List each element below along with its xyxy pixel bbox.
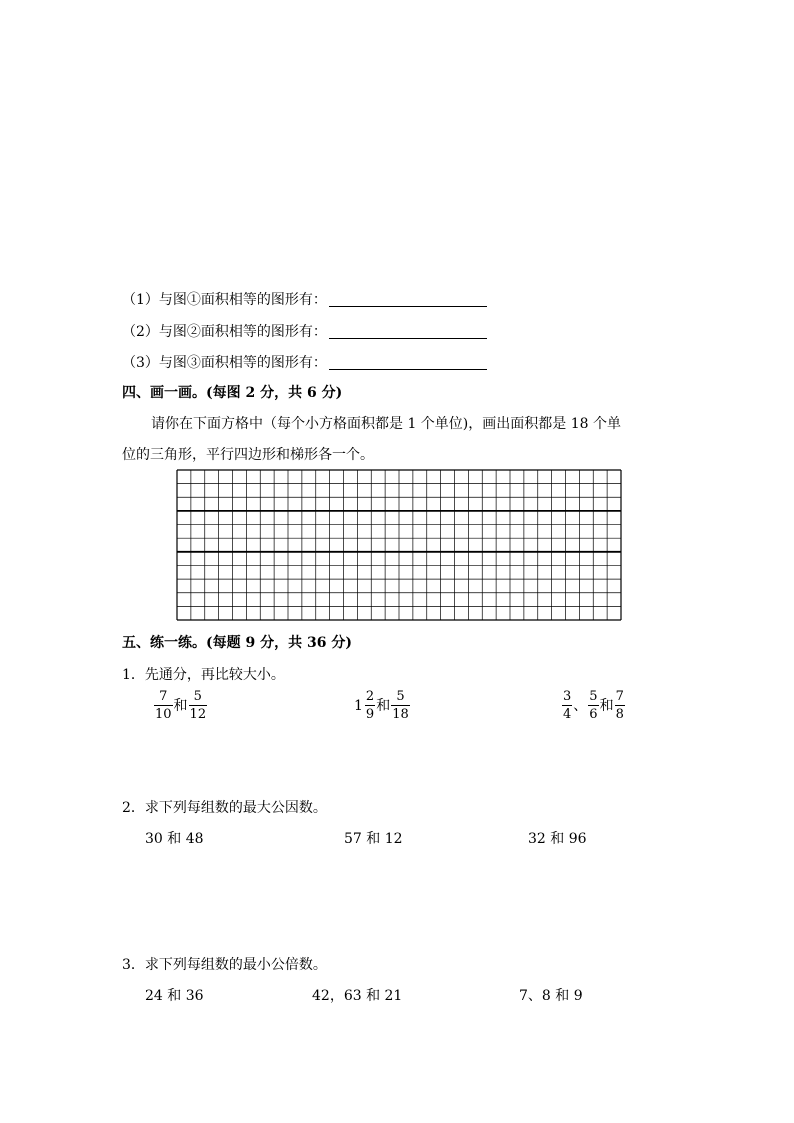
question-1-line	[122, 292, 487, 307]
section-4-instruction-line1: 请你在下面方格中（每个小方格面积都是 1 个单位)，画出面积都是 18 个单	[151, 416, 621, 432]
section-4-instruction-line2: 位的三角形，平行四边形和梯形各一个。	[122, 447, 374, 463]
exercise-2-item-1: 30 和 48	[145, 831, 204, 847]
question-3-text: （3）与图③面积相等的图形有：	[122, 355, 327, 371]
fraction: $\frac{7}{8}$	[615, 689, 624, 722]
exercise-3-item-3: 7、8 和 9	[519, 988, 583, 1004]
exercise-2-item-3: 32 和 96	[528, 831, 587, 847]
exercise-1-title: 1．先通分，再比较大小。	[122, 667, 285, 683]
section-5-heading: 五、练一练。(每题 9 分，共 36 分)	[122, 635, 352, 651]
answer-blank-3[interactable]	[329, 355, 487, 370]
fraction: $\frac{3}{4}$	[563, 689, 572, 722]
fraction: $\frac{2}{9}$	[365, 689, 375, 722]
fraction: $\frac{5}{18}$	[392, 689, 409, 722]
answer-blank-1[interactable]	[329, 292, 487, 307]
exercise-2-title: 2．求下列每组数的最大公因数。	[122, 800, 327, 816]
exercise-3-item-2: 42，63 和 21	[312, 988, 403, 1004]
fraction: $\frac{5}{6}$	[589, 689, 598, 722]
question-2-line	[122, 324, 487, 339]
question-1-text: （1）与图①面积相等的图形有：	[122, 292, 327, 308]
exercise-3-item-1: 24 和 36	[145, 988, 204, 1004]
fraction-compare-b: 1 $\frac{2}{9}$ 和 $\frac{5}{18}$	[354, 689, 409, 722]
exercise-2-item-2: 57 和 12	[344, 831, 403, 847]
drawing-grid[interactable]	[176, 469, 622, 621]
question-3-line	[122, 355, 487, 370]
exercise-3-title: 3．求下列每组数的最小公倍数。	[122, 957, 327, 973]
fraction-compare-c: $\frac{3}{4}$ 、 $\frac{5}{6}$ 和 $\frac{7}{8}$	[563, 689, 624, 722]
answer-blank-2[interactable]	[329, 324, 487, 339]
question-2-text: （2）与图②面积相等的图形有：	[122, 324, 327, 340]
fraction: $\frac{7}{10}$	[155, 689, 172, 722]
section-4-heading: 四、画一画。(每图 2 分，共 6 分)	[122, 385, 343, 401]
fraction-compare-a: $\frac{7}{10}$ 和 $\frac{5}{12}$	[155, 689, 207, 722]
fraction: $\frac{5}{12}$	[189, 689, 207, 722]
